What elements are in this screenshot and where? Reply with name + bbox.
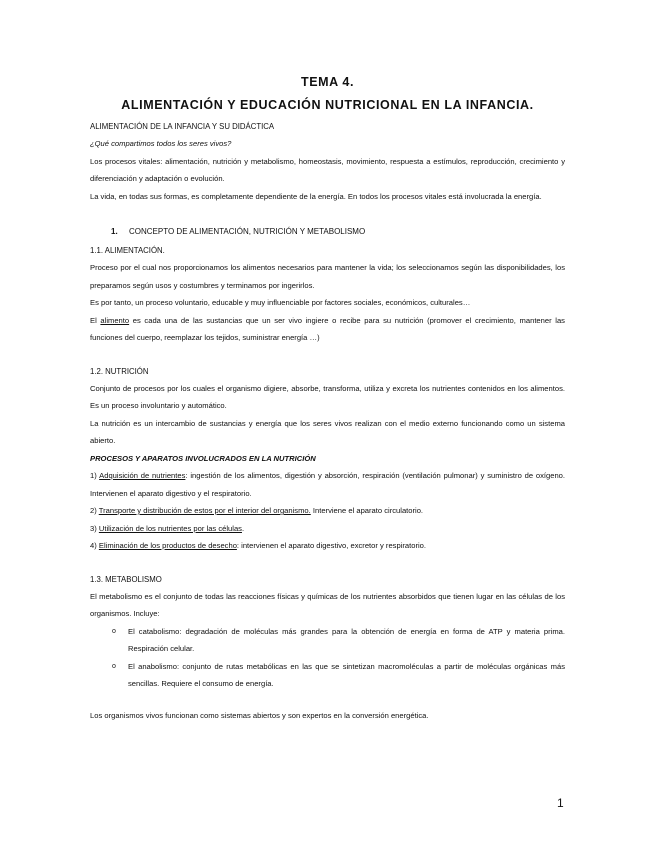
question: ¿Qué compartimos todos los seres vivos? xyxy=(90,139,232,148)
p3-rest: es cada una de las sustancias que un ser vivo ingiere o recibe para su nutrición (promover el crecimiento, mantener las funciones del cuerpo, reemplazar los tejidos, suministrar energía …) xyxy=(90,315,565,342)
page-content xyxy=(90,74,565,724)
item-4-term: Eliminación de los productos de desecho xyxy=(98,541,237,550)
item-3-term: Utilización de los nutrientes por las células xyxy=(98,523,242,533)
metabolism-list xyxy=(90,623,565,693)
section-1-1-paragraph-2: Es por tanto, un proceso voluntario, educable y muy influenciable por factores sociales, económicos, culturales… xyxy=(90,298,471,307)
closing-paragraph: Los organismos vivos funcionan como sistemas abiertos y son expertos en la conversión energética. xyxy=(90,710,429,720)
anabolismo-text: El anabolismo: conjunto de rutas metabólicas en las que se sintetizan macromoléculas a partir de moléculas orgánicas más sencillas. Requiere el consumo de energía. xyxy=(128,661,565,688)
item-2-number: 2) xyxy=(90,506,99,515)
item-4-text: : intervienen el aparato digestivo, excretor y respiratorio. xyxy=(236,541,427,550)
bullet-marker: o xyxy=(112,627,116,635)
section-1-2-paragraph-1: Conjunto de procesos por los cuales el organismo digiere, absorbe, transforma, utiliza y excreta los nutrientes contenidos en los alimentos. Es un proceso involuntario y automático. xyxy=(90,383,565,410)
section-1-heading xyxy=(90,223,565,240)
procesos-heading: PROCESOS Y APARATOS INVOLUCRADOS EN LA NUTRICIÓN xyxy=(90,453,316,463)
section-1-title: CONCEPTO DE ALIMENTACIÓN, NUTRICIÓN Y METABOLISMO xyxy=(129,227,366,236)
section-1-2-heading: 1.2. NUTRICIÓN xyxy=(90,366,149,376)
bullet-marker: o xyxy=(112,662,116,670)
section-1-1-paragraph-1: Proceso por el cual nos proporcionamos los alimentos necesarios para mantener la vida; los seleccionamos según las disponibilidades, los preparamos según usos y costumbres y terminamos por ingerirlos. xyxy=(90,263,565,290)
title-line-1: TEMA 4. xyxy=(300,75,355,89)
item-2-text: Interviene el aparato circulatorio. xyxy=(310,506,424,515)
title-line-2: ALIMENTACIÓN Y EDUCACIÓN NUTRICIONAL EN LA INFANCIA. xyxy=(121,98,534,112)
intro-paragraph-1: Los procesos vitales: alimentación, nutrición y metabolismo, homeostasis, movimiento, respuesta a estímulos, reproducción, crecimiento y diferenciación y adaptación o evolución. xyxy=(90,156,565,183)
section-1-3-paragraph-1: El metabolismo es el conjunto de todas las reacciones físicas y químicas de los nutrientes absorbidos que tienen lugar en las células de los organismos. Incluye: xyxy=(90,591,565,618)
nutrition-item-2 xyxy=(90,502,565,520)
p3-prefix: El xyxy=(90,315,101,325)
section-1-2-paragraph-2: La nutrición es un intercambio de sustancias y energía que los seres vivos realizan con el medio externo funcionando como un sistema abierto. xyxy=(90,418,565,445)
alimento-term: alimento xyxy=(100,315,130,325)
page-number: 1 xyxy=(557,796,564,810)
section-1-number: 1. xyxy=(111,227,118,236)
nutrition-item-3 xyxy=(90,520,565,538)
item-3-text: . xyxy=(241,523,245,533)
item-1-number: 1) xyxy=(90,471,100,480)
list-item-anabolismo xyxy=(90,658,565,693)
catabolismo-text: El catabolismo: degradación de moléculas más grandes para la obtención de energía en forma de ATP y materia prima. Respiración celular. xyxy=(128,626,565,653)
section-1-1-heading: 1.1. ALIMENTACIÓN. xyxy=(90,246,165,255)
item-4-number: 4) xyxy=(90,541,99,550)
item-2-term: Transporte y distribución de estos por el interior del organismo. xyxy=(98,506,311,515)
item-1-text: : ingestión de los alimentos, digestión y absorción, respiración (ventilación pulmonar) y suministro de oxígeno. Intervienen el aparato digestivo y el respiratorio. xyxy=(90,471,565,498)
section-1-1-paragraph-3 xyxy=(90,312,565,347)
nutrition-item-1 xyxy=(90,467,565,502)
subtitle: ALIMENTACIÓN DE LA INFANCIA Y SU DIDÁCTICA xyxy=(90,122,275,131)
nutrition-item-4 xyxy=(90,537,565,555)
item-3-number: 3) xyxy=(90,523,99,533)
section-1-3-heading: 1.3. METABOLISMO xyxy=(90,574,162,584)
intro-paragraph-2: La vida, en todas sus formas, es completamente dependiente de la energía. En todos los procesos vitales está involucrada la energía. xyxy=(90,191,542,201)
item-1-term: Adquisición de nutrientes xyxy=(99,471,186,480)
list-item-catabolismo xyxy=(90,623,565,658)
